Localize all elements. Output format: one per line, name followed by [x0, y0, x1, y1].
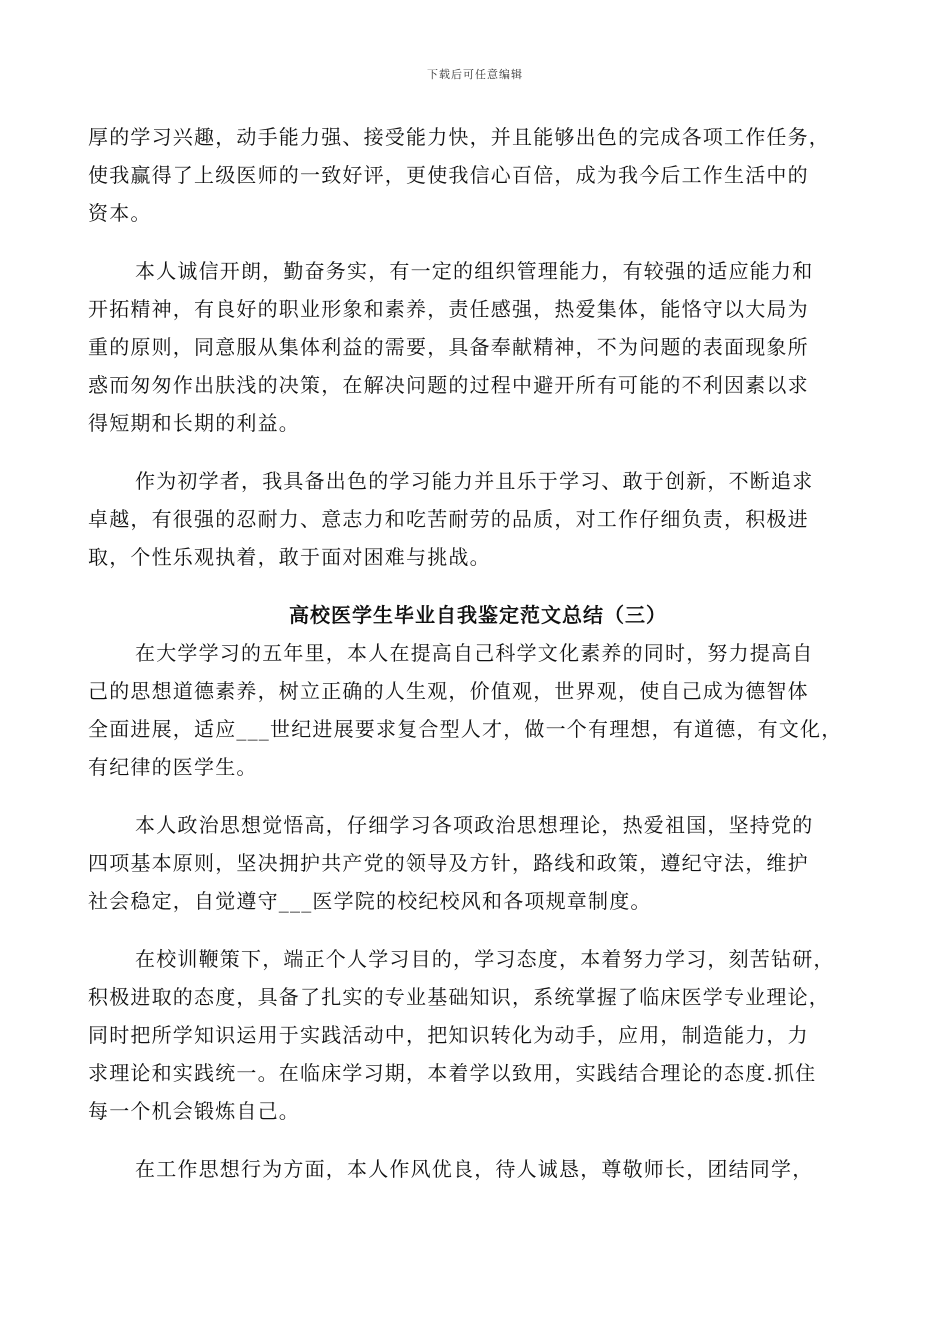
section-title: 高校医学生毕业自我鉴定范文总结（三） — [289, 603, 667, 627]
page-header: 下载后可任意编辑 — [427, 68, 523, 81]
text-line: 资本。 — [88, 201, 152, 225]
document-body — [88, 118, 868, 1188]
text-line: 在大学学习的五年里，本人在提高自己科学文化素养的同时，努力提高自 — [135, 641, 814, 665]
text-line: 求理论和实践统一。在临床学习期，本着学以致用，实践结合理论的态度.抓住 — [88, 1061, 817, 1085]
text-line: 同时把所学知识运用于实践活动中，把知识转化为动手，应用，制造能力，力 — [88, 1023, 809, 1047]
text-line: 全面进展，适应___世纪进展要求复合型人才，做一个有理想，有道德，有文化， — [88, 717, 843, 741]
text-line: 厚的学习兴趣，动手能力强、接受能力快，并且能够出色的完成各项工作任务， — [88, 125, 830, 149]
text-line: 在工作思想行为方面，本人作风优良，待人诚恳，尊敬师长，团结同学， — [135, 1157, 814, 1181]
text-line: 得短期和长期的利益。 — [88, 411, 300, 435]
text-line: 开拓精神，有良好的职业形象和素养，责任感强，热爱集体，能恪守以大局为 — [88, 297, 809, 321]
paragraph — [88, 462, 868, 576]
text-line: 本人诚信开朗，勤奋务实，有一定的组织管理能力，有较强的适应能力和 — [135, 259, 814, 283]
text-line: 使我赢得了上级医师的一致好评，更使我信心百倍，成为我今后工作生活中的 — [88, 163, 809, 187]
paragraph — [88, 940, 868, 1130]
paragraph — [88, 806, 868, 920]
text-line: 取，个性乐观执着，敢于面对困难与挑战。 — [88, 545, 491, 569]
text-line: 每一个机会锻炼自己。 — [88, 1099, 300, 1123]
paragraph — [88, 252, 868, 442]
text-line: 在校训鞭策下，端正个人学习目的，学习态度，本着努力学习，刻苦钻研， — [135, 947, 835, 971]
text-line: 己的思想道德素养，树立正确的人生观，价值观，世界观，使自己成为德智体 — [88, 679, 809, 703]
paragraph — [88, 1150, 868, 1188]
paragraph — [88, 118, 868, 232]
text-line: 社会稳定，自觉遵守___医学院的校纪校风和各项规章制度。 — [88, 889, 652, 913]
paragraph — [88, 634, 868, 786]
text-line: 四项基本原则，坚决拥护共产党的领导及方针，路线和政策，遵纪守法，维护 — [88, 851, 809, 875]
text-line: 本人政治思想觉悟高，仔细学习各项政治思想理论，热爱祖国，坚持党的 — [135, 813, 814, 837]
text-line: 重的原则，同意服从集体利益的需要，具备奉献精神，不为问题的表面现象所 — [88, 335, 809, 359]
text-line: 有纪律的医学生。 — [88, 755, 258, 779]
text-line: 卓越，有很强的忍耐力、意志力和吃苦耐劳的品质，对工作仔细负责，积极进 — [88, 507, 809, 531]
text-line: 积极进取的态度，具备了扎实的专业基础知识，系统掌握了临床医学专业理论， — [88, 985, 830, 1009]
text-line: 惑而匆匆作出肤浅的决策，在解决问题的过程中避开所有可能的不利因素以求 — [88, 373, 809, 397]
text-line: 作为初学者，我具备出色的学习能力并且乐于学习、敢于创新，不断追求 — [135, 469, 814, 493]
